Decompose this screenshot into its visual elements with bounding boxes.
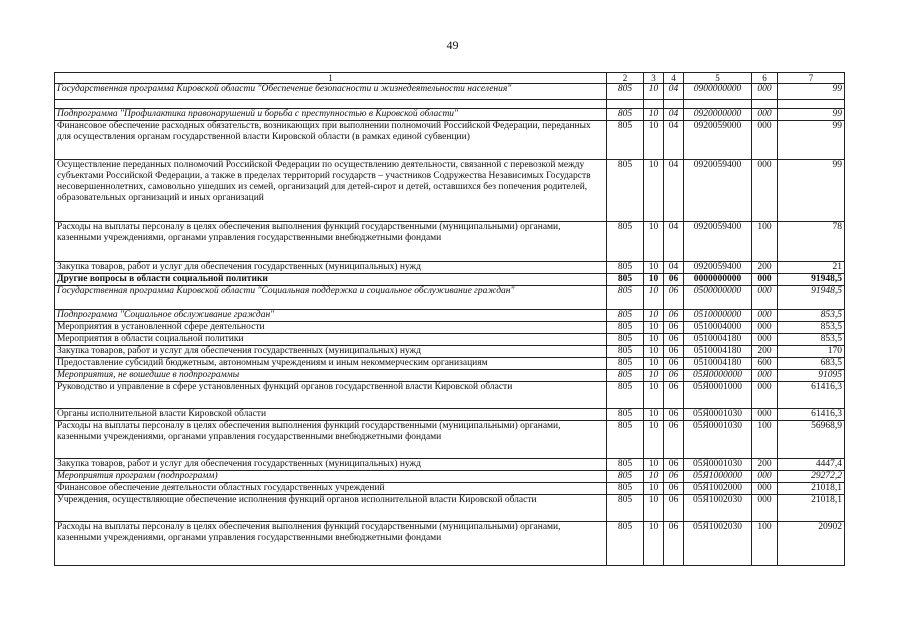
row-name: Подпрограмма "Социальное обслуживание граждан": [55, 310, 607, 322]
row-code-4: 04: [664, 160, 684, 222]
row-amount: 683,5: [778, 358, 845, 370]
row-code-2: 805: [607, 322, 644, 334]
table-row: [55, 84, 845, 100]
header-col-7: 7: [778, 73, 845, 84]
table-row: [55, 310, 845, 322]
row-code-6: 600: [752, 358, 778, 370]
row-amount: 56968,9: [778, 421, 845, 459]
header-row: [55, 73, 845, 84]
row-code-5: 0000000000: [684, 274, 752, 286]
row-name: Мероприятия в области социальной политики: [55, 334, 607, 346]
row-code-4: 04: [664, 121, 684, 160]
header-col-3: 3: [644, 73, 664, 84]
row-code-4: 06: [664, 495, 684, 522]
row-name: Государственная программа Кировской области "Социальная поддержка и социальное обслуживание граждан": [55, 286, 607, 310]
row-code-4: 06: [664, 334, 684, 346]
row-code-3: 10: [644, 483, 664, 495]
row-amount: 78: [778, 222, 845, 262]
row-code-3: 10: [644, 286, 664, 310]
row-code-3: 10: [644, 109, 664, 121]
row-code-4: 06: [664, 310, 684, 322]
row-code-6: 200: [752, 262, 778, 274]
row-amount: 91948,5: [778, 286, 845, 310]
row-code-3: 10: [644, 421, 664, 459]
table-row: [55, 286, 845, 310]
table-row: [55, 522, 845, 566]
row-code-2: 805: [607, 109, 644, 121]
table-row: [55, 322, 845, 334]
row-code-4: 06: [664, 382, 684, 409]
row-code-3: 10: [644, 262, 664, 274]
row-code-2: 805: [607, 522, 644, 566]
row-code-2: 805: [607, 358, 644, 370]
row-code-5: 0920059000: [684, 121, 752, 160]
row-code-3: 10: [644, 310, 664, 322]
row-code-3: 10: [644, 459, 664, 471]
row-code-6: 000: [752, 109, 778, 121]
table-row: [55, 421, 845, 459]
row-code-4: 06: [664, 286, 684, 310]
row-amount: 99: [778, 84, 845, 100]
row-amount: 61416,3: [778, 382, 845, 409]
row-code-6: 000: [752, 370, 778, 382]
row-code-3: 10: [644, 471, 664, 483]
row-code-4: 06: [664, 358, 684, 370]
row-name: Расходы на выплаты персоналу в целях обеспечения выполнения функций государственными (муниципальными) органами, казенными учреждениями, органами управления государственными внебюджетными фондами: [55, 222, 607, 262]
row-code-2: 805: [607, 409, 644, 421]
row-code-6: 000: [752, 310, 778, 322]
row-code-6: 000: [752, 483, 778, 495]
row-code-2: 805: [607, 160, 644, 222]
header-col-5: 5: [684, 73, 752, 84]
row-code-4: 06: [664, 274, 684, 286]
row-amount: [778, 100, 845, 109]
row-code-6: 000: [752, 409, 778, 421]
row-code-2: 805: [607, 222, 644, 262]
row-code-6: 100: [752, 222, 778, 262]
row-amount: 99: [778, 121, 845, 160]
row-name: Органы исполнительной власти Кировской области: [55, 409, 607, 421]
row-code-5: 05Я1000000: [684, 471, 752, 483]
row-code-3: 10: [644, 121, 664, 160]
row-code-4: [664, 100, 684, 109]
row-code-4: 06: [664, 409, 684, 421]
row-code-5: 0920059400: [684, 222, 752, 262]
table-row: [55, 370, 845, 382]
row-code-4: 06: [664, 322, 684, 334]
row-name: Финансовое обеспечение расходных обязательств, возникающих при выполнении полномочий Российской Федерации, переданных для осуществления органам государственной власти Кировской области (в рамках единой субвенции): [55, 121, 607, 160]
row-code-2: 805: [607, 370, 644, 382]
row-code-2: 805: [607, 382, 644, 409]
row-amount: 853,5: [778, 334, 845, 346]
row-code-4: 06: [664, 346, 684, 358]
table-row: [55, 100, 845, 109]
row-code-4: 04: [664, 262, 684, 274]
row-code-3: 10: [644, 358, 664, 370]
row-code-6: 000: [752, 322, 778, 334]
row-code-5: 0920000000: [684, 109, 752, 121]
row-name: [55, 100, 607, 109]
row-code-3: 10: [644, 160, 664, 222]
row-code-2: 805: [607, 334, 644, 346]
row-name: Расходы на выплаты персоналу в целях обеспечения выполнения функций государственными (муниципальными) органами, казенными учреждениями, органами управления государственными внебюджетными фондами: [55, 522, 607, 566]
row-code-6: 100: [752, 522, 778, 566]
table-row: [55, 495, 845, 522]
row-name: Учреждения, осуществляющие обеспечение исполнения функций органов исполнительной власти Кировской области: [55, 495, 607, 522]
row-amount: 91095: [778, 370, 845, 382]
row-code-5: 0920059400: [684, 160, 752, 222]
row-code-5: 05Я1002030: [684, 495, 752, 522]
row-code-5: 0510004000: [684, 322, 752, 334]
row-code-6: 000: [752, 471, 778, 483]
row-name: Расходы на выплаты персоналу в целях обеспечения выполнения функций государственными (муниципальными) органами, казенными учреждениями, органами управления государственными внебюджетными фондами: [55, 421, 607, 459]
table-row: [55, 109, 845, 121]
row-amount: 853,5: [778, 322, 845, 334]
row-code-4: 06: [664, 421, 684, 459]
row-code-4: 06: [664, 522, 684, 566]
row-code-4: 06: [664, 370, 684, 382]
row-name: Закупка товаров, работ и услуг для обеспечения государственных (муниципальных) нужд: [55, 459, 607, 471]
row-code-6: 000: [752, 160, 778, 222]
budget-table: [54, 72, 845, 566]
table-row: [55, 358, 845, 370]
row-code-6: 100: [752, 421, 778, 459]
table-row: [55, 334, 845, 346]
row-amount: 853,5: [778, 310, 845, 322]
table-row: [55, 274, 845, 286]
row-code-3: 10: [644, 409, 664, 421]
table-row: [55, 483, 845, 495]
row-name: Финансовое обеспечение деятельности областных государственных учреждений: [55, 483, 607, 495]
row-name: Закупка товаров, работ и услуг для обеспечения государственных (муниципальных) нужд: [55, 346, 607, 358]
row-name: Руководство и управление в сфере установленных функций органов государственной власти Кировской области: [55, 382, 607, 409]
row-code-5: 05Я1002030: [684, 522, 752, 566]
row-amount: 99: [778, 109, 845, 121]
table-row: [55, 160, 845, 222]
row-code-5: 0510004180: [684, 334, 752, 346]
row-code-5: 0900000000: [684, 84, 752, 100]
row-code-3: 10: [644, 222, 664, 262]
row-name: Мероприятия в установленной сфере деятельности: [55, 322, 607, 334]
row-code-2: 805: [607, 483, 644, 495]
row-code-6: 000: [752, 274, 778, 286]
row-code-6: 000: [752, 382, 778, 409]
row-code-3: 10: [644, 346, 664, 358]
row-code-5: 05Я0001030: [684, 421, 752, 459]
table-row: [55, 409, 845, 421]
row-amount: 21018,1: [778, 495, 845, 522]
header-col-4: 4: [664, 73, 684, 84]
row-code-5: 0510004180: [684, 358, 752, 370]
row-code-2: 805: [607, 310, 644, 322]
header-col-6: 6: [752, 73, 778, 84]
row-code-6: [752, 100, 778, 109]
row-code-6: 000: [752, 334, 778, 346]
row-amount: 91948,5: [778, 274, 845, 286]
row-code-3: 10: [644, 370, 664, 382]
row-name: Государственная программа Кировской области "Обеспечение безопасности и жизнедеятельности населения": [55, 84, 607, 100]
row-code-5: 05Я0000000: [684, 370, 752, 382]
row-code-3: 10: [644, 322, 664, 334]
row-code-6: 000: [752, 121, 778, 160]
row-amount: 4447,4: [778, 459, 845, 471]
row-code-6: 000: [752, 495, 778, 522]
row-code-2: 805: [607, 121, 644, 160]
row-amount: 21: [778, 262, 845, 274]
row-code-6: 200: [752, 346, 778, 358]
row-code-4: 06: [664, 459, 684, 471]
row-code-4: 06: [664, 483, 684, 495]
row-name: Осуществление переданных полномочий Российской Федерации по осуществлению деятельности, связанной с перевозкой между субъектами Российской Федерации, а также в пределах территорий государств – участников Содружества Независимых Государств несовершеннолетних, самовольно ушедших из семей, организаций для детей-сирот и детей, оставшихся без попечения родителей, образовательных организаций и иных организаций: [55, 160, 607, 222]
row-code-3: 10: [644, 495, 664, 522]
header-col-2: 2: [607, 73, 644, 84]
row-code-2: 805: [607, 495, 644, 522]
row-code-3: [644, 100, 664, 109]
row-amount: 99: [778, 160, 845, 222]
row-code-3: 10: [644, 334, 664, 346]
table-row: [55, 346, 845, 358]
row-code-6: 000: [752, 84, 778, 100]
row-code-5: 0510004180: [684, 346, 752, 358]
row-code-2: 805: [607, 84, 644, 100]
row-code-5: 05Я0001030: [684, 409, 752, 421]
row-amount: 20902: [778, 522, 845, 566]
row-amount: 21018,1: [778, 483, 845, 495]
row-code-4: 04: [664, 222, 684, 262]
row-code-3: 10: [644, 274, 664, 286]
row-code-4: 04: [664, 109, 684, 121]
row-name: Мероприятия программ (подпрограмм): [55, 471, 607, 483]
page-number: 49: [446, 38, 459, 52]
row-code-5: [684, 100, 752, 109]
table-row: [55, 382, 845, 409]
row-code-6: 200: [752, 459, 778, 471]
row-code-5: 0920059400: [684, 262, 752, 274]
row-code-5: 05Я0001000: [684, 382, 752, 409]
table-row: [55, 471, 845, 483]
header-col-1: 1: [55, 73, 607, 84]
row-code-2: 805: [607, 346, 644, 358]
row-code-6: 000: [752, 286, 778, 310]
row-code-5: 05Я0001030: [684, 459, 752, 471]
row-code-2: 805: [607, 421, 644, 459]
row-code-4: 06: [664, 471, 684, 483]
row-code-2: 805: [607, 262, 644, 274]
row-amount: 29272,2: [778, 471, 845, 483]
row-amount: 61416,3: [778, 409, 845, 421]
row-code-2: 805: [607, 286, 644, 310]
row-code-2: 805: [607, 459, 644, 471]
row-amount: 170: [778, 346, 845, 358]
row-code-2: 805: [607, 274, 644, 286]
row-code-5: 0500000000: [684, 286, 752, 310]
row-code-3: 10: [644, 522, 664, 566]
row-code-2: [607, 100, 644, 109]
row-code-5: 0510000000: [684, 310, 752, 322]
row-name: Подпрограмма "Профилактика правонарушений и борьба с преступностью в Кировской области": [55, 109, 607, 121]
row-name: Предоставление субсидий бюджетным, автономным учреждениям и иным некоммерческим организациям: [55, 358, 607, 370]
row-name: Закупка товаров, работ и услуг для обеспечения государственных (муниципальных) нужд: [55, 262, 607, 274]
row-code-2: 805: [607, 471, 644, 483]
table-row: [55, 121, 845, 160]
row-code-3: 10: [644, 84, 664, 100]
row-code-4: 04: [664, 84, 684, 100]
row-code-3: 10: [644, 382, 664, 409]
table-row: [55, 262, 845, 274]
table-row: [55, 459, 845, 471]
row-code-5: 05Я1002000: [684, 483, 752, 495]
row-name: Мероприятия, не вошедшие в подпрограммы: [55, 370, 607, 382]
row-name: Другие вопросы в области социальной политики: [55, 274, 607, 286]
table-row: [55, 222, 845, 262]
